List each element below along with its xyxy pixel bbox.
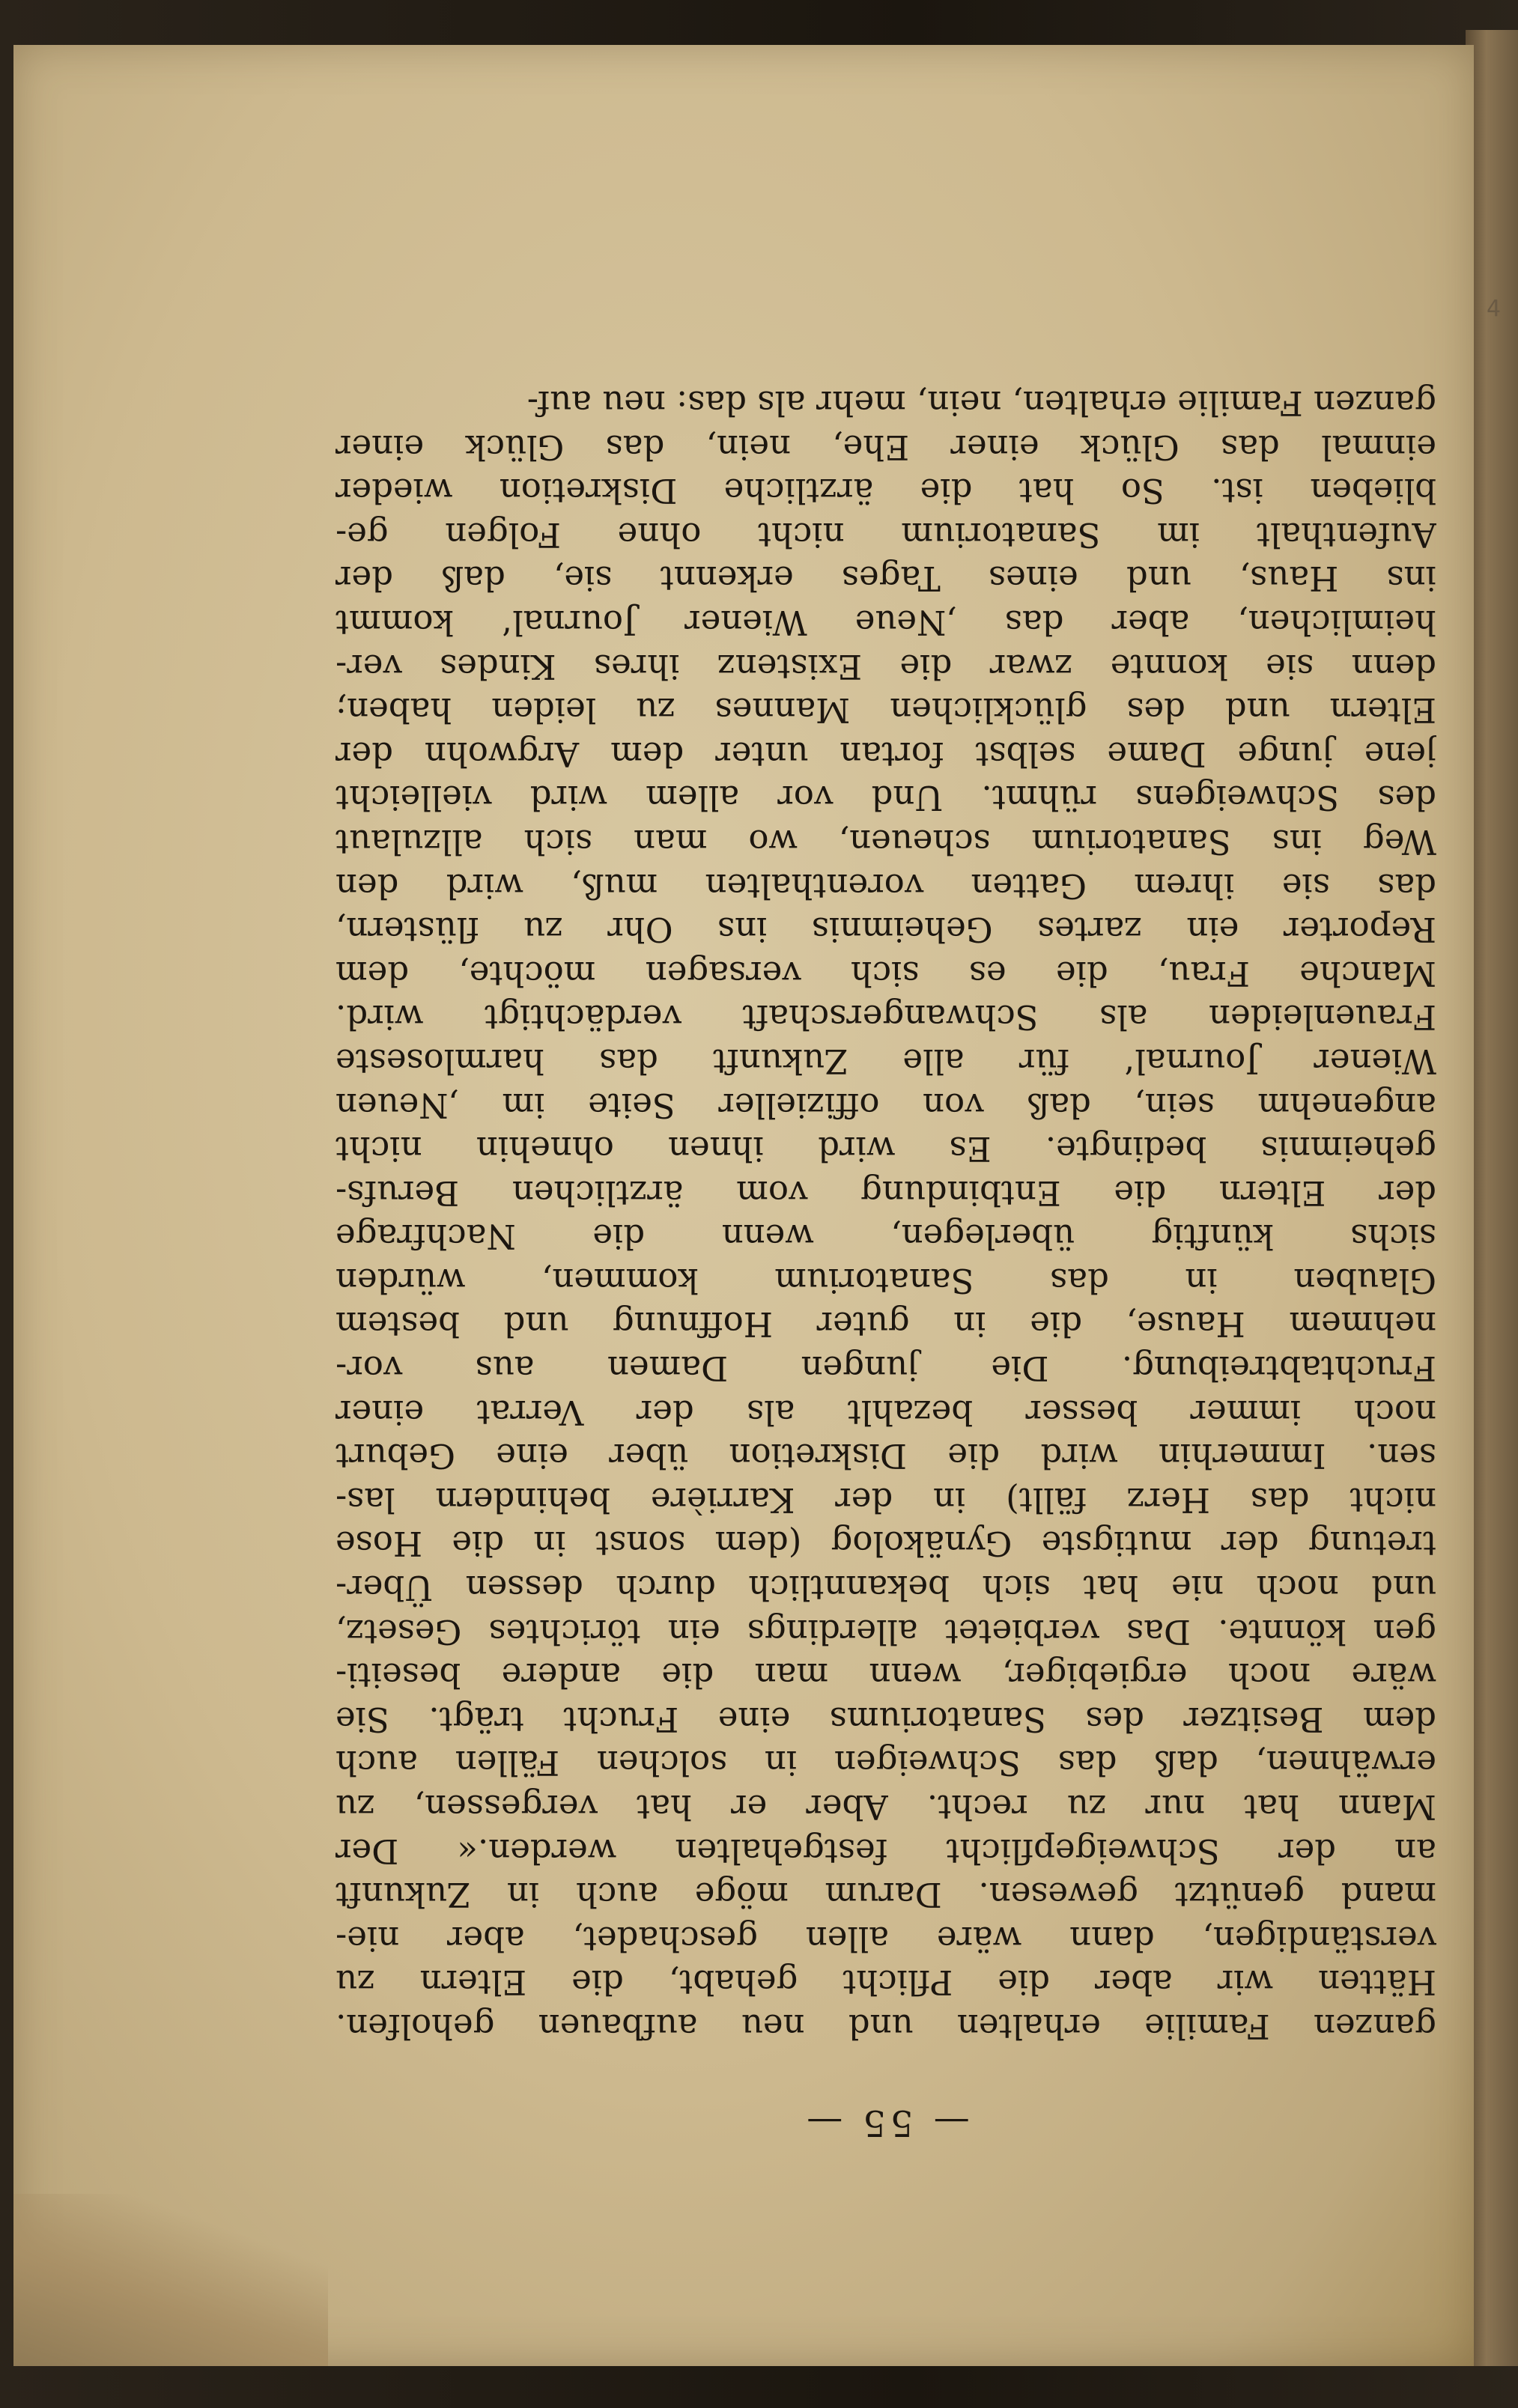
text-line: dem Besitzer des Sanatoriums eine Frucht trägt. Sie [336, 1699, 1436, 1739]
text-line: verständigen, dann wäre allen geschadet, aber nie- [336, 1918, 1436, 1959]
text-line: an der Schweigepflicht festgehalten werden.« Der [336, 1831, 1436, 1871]
text-line: ins Haus, und eines Tages erkennt sie, daß der [336, 559, 1436, 599]
text-line: gen könnte. Das verbietet allerdings ein törichtes Gesetz, [336, 1611, 1436, 1652]
text-line: Wiener Journal‘ für alle Zukunft das harmloseste [336, 1041, 1436, 1081]
text-line: Fruchtabtreibung. Die jungen Damen aus vor- [336, 1349, 1436, 1389]
text-line: einmal das Glück einer Ehe, nein, das Glück einer [336, 427, 1436, 467]
text-line: angenehm sein, daß von offizieller Seite im ‚Neuen [336, 1085, 1436, 1125]
text-line: Mann hat nur zu recht. Aber er hat vergessen, zu [336, 1787, 1436, 1828]
page-number: — 55 — [802, 2102, 970, 2144]
text-line: erwähnen, daß das Schweigen in solchen Fällen auch [336, 1743, 1436, 1784]
text-line: denn sie konnte zwar die Existenz ihres Kindes ver- [336, 646, 1436, 687]
text-line: geheimnis bedingte. Es wird ihnen ohnehin nicht [336, 1129, 1436, 1170]
text-line: mand genützt gewesen. Darum möge auch in Zukunft [336, 1875, 1436, 1915]
text-line: das sie ihrem Gatten vorenthalten muß, wird den [336, 866, 1436, 906]
inverted-text-block [336, 341, 1436, 2145]
text-line: Weg ins Sanatorium scheuen, wo man sich allzulaut [336, 821, 1436, 862]
text-line: noch immer besser bezahlt als der Verrat einer [336, 1392, 1436, 1432]
text-line: der Eltern die Entbindung vom ärztlichen Berufs- [336, 1173, 1436, 1213]
text-line: sichs künftig überlegen, wenn die Nachfrage [336, 1217, 1436, 1257]
text-line: ganzen Familie erhalten und neu aufbauen geholfen. [336, 2007, 1436, 2046]
text-line: nehmem Hause, die in guter Hoffnung und bestem [336, 1304, 1436, 1345]
text-line: des Schweigens rühmt. Und vor allem wird vielleicht [336, 778, 1436, 818]
text-line: sen. Immerhin wird die Diskretion über eine Geburt [336, 1436, 1436, 1477]
text-line: heimlichen, aber das ‚Neue Wiener Journal‘ kommt [336, 603, 1436, 642]
text-line: Hätten wir aber die Pflicht gehabt, die Eltern zu [336, 1962, 1436, 2003]
text-line: Manche Frau, die es sich versagen möchte, dem [336, 953, 1436, 994]
text-line: Aufenthalt im Sanatorium nicht ohne Folgen ge- [336, 514, 1436, 555]
margin-mark: 4 [1487, 296, 1502, 322]
text-line: ganzen Familie erhalten, nein, mehr als das: neu auf- [526, 383, 1436, 424]
text-line: Frauenleiden als Schwangerschaft verdächtigt wird. [336, 997, 1436, 1038]
text-line: und noch nie hat sich bekanntlich durch dessen Über- [336, 1568, 1436, 1608]
text-line: nicht das Herz fällt) in der Karrière behindern las- [336, 1480, 1436, 1520]
book-page [13, 45, 1474, 2366]
text-line: Reporter ein zartes Geheimnis ins Ohr zu flüstern, [336, 910, 1436, 950]
text-line: Eltern und des glücklichen Mannes zu leiden haben; [336, 690, 1436, 731]
text-lines [336, 380, 1436, 2048]
text-line: tretung der mutigste Gynäkolog (dem sonst in die Hose [336, 1524, 1436, 1564]
text-line: Glauben in das Sanatorium kommen, würden [336, 1260, 1436, 1301]
text-line: jene junge Dame selbst fortan unter dem Argwohn der [336, 734, 1436, 774]
text-line: blieben ist. So hat die ärztliche Diskretion wieder [336, 471, 1436, 511]
text-line: wäre noch ergiebiger, wenn man die andere beseiti- [336, 1656, 1436, 1696]
